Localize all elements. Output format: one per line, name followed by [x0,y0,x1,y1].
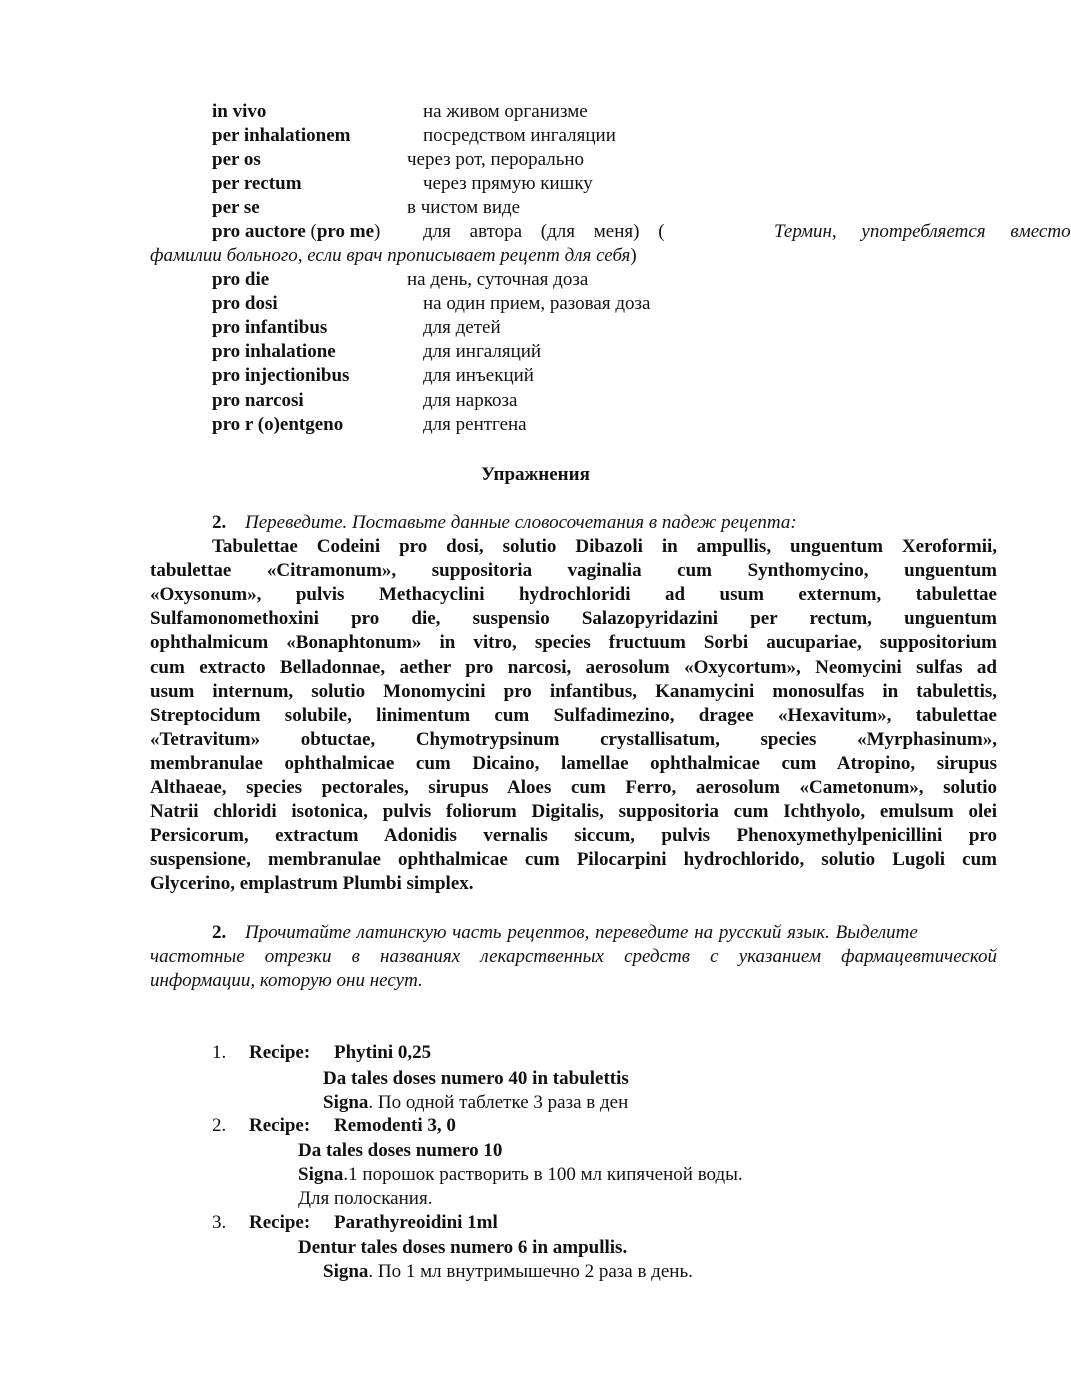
exercise-1-line: tabulettae «Citramonum», suppositoria vaginalia cum Synthomycino, unguentum [150,560,997,582]
exercise-2-instruction [212,921,918,945]
term-meaning: для автора (для меня) ( [423,221,665,242]
signa-text: .1 порошок растворить в 100 мл кипяченой воды. [343,1164,743,1185]
exercise-number: 2. [212,922,227,943]
exercise-1-line: «Oxysonum», pulvis Methacyclini hydrochloridi ad usum externum, tabulettae [150,584,997,606]
term-note-line2: фамилии больного, если врач прописывает рецепт для себя [150,245,631,266]
recipe-3-header [0,1211,1071,1235]
exercise-instruction-line: частотные отрезки в названиях лекарственных средств с указанием фармацевтической [150,946,997,967]
term-row [212,389,997,413]
term-meaning: для инъекций [423,365,534,386]
exercise-1-line: usum internum, solutio Monomycini pro infantibus, Kanamycini monosulfas in tabulettis, [150,680,997,702]
exercise-1-line: Streptocidum solubile, linimentum cum Sulfadimezino, dragee «Hexavitum», tabulettae [150,704,997,726]
term-row [212,148,997,172]
term-row [212,364,997,388]
term-meaning: для рентгена [423,414,527,435]
recipe-1-header [0,1041,1071,1065]
term-meaning: посредством ингаляции [423,125,616,146]
recipe-3-signa [323,1260,693,1284]
term-row-pro-auctore [212,220,1071,244]
term-row [212,196,997,220]
recipe-2-signa [298,1163,743,1187]
exercise-1-last-line: Glycerino, emplastrum Plumbi simplex. [150,873,474,895]
term-latin: pro inhalatione [212,341,336,362]
term-meaning: на один прием, разовая доза [423,293,651,314]
recipe-1-line2: Da tales doses numero 40 in tabulettis [323,1068,629,1089]
term-latin: pro r (o)entgeno [212,414,344,435]
term-row [212,292,997,316]
exercise-1-line: cum extracto Belladonnae, aether pro narcosi, aerosolum «Oxycortum», Neomycini sulfas ad [150,656,997,678]
recipe-drug: Phytini 0,25 [334,1042,432,1063]
term-row [212,340,997,364]
term-meaning: через рот, перорально [407,149,585,170]
exercise-1-line: Sulfamonomethoxini pro die, suspensio Salazopyridazini per rectum, unguentum [150,608,997,630]
recipe-number: 1. [212,1042,227,1063]
term-meaning: для детей [423,317,501,338]
term-latin: pro injectionibus [212,365,350,386]
term-latin: in vivo [212,101,267,122]
recipe-3-line2: Dentur tales doses numero 6 in ampullis. [298,1237,628,1258]
term-row [212,316,997,340]
exercise-1-line: Natrii chloridi isotonica, pulvis foliorum Digitalis, suppositoria cum Ichthyolo, emulsum olei [150,801,997,823]
term-meaning: для ингаляций [423,341,542,362]
exercise-instruction: Переведите. Поставьте данные словосочетания в падеж рецепта: [245,512,797,533]
exercise-number: 2. [212,512,227,533]
recipe-number: 3. [212,1212,227,1233]
term-row [212,124,997,148]
exercise-instruction-line: Прочитайте латинскую часть рецептов, переведите на русский язык. Выделите [245,922,918,943]
term-row [212,172,997,196]
recipe-2-line4: Для полоскания. [298,1188,433,1209]
term-meaning: для наркоза [423,390,518,411]
signa-text: . По 1 мл внутримышечно 2 раза в день. [368,1261,693,1282]
term-row [212,100,997,124]
recipe-label: Recipe: [249,1042,311,1063]
recipe-number: 2. [212,1115,227,1136]
paren-close: ) [374,221,381,242]
section-heading: Упражнения [481,464,590,485]
exercise-1-line: Althaeae, species pectorales, sirupus Aloes cum Ferro, aerosolum «Cametonum», solutio [150,777,997,798]
term-latin [212,220,380,244]
term-latin-b: pro me [316,221,375,242]
recipe-label: Recipe: [249,1212,311,1233]
recipe-label: Recipe: [249,1115,311,1136]
exercise-1-line: «Tetravitum» obtuctae, Chymotrypsinum crystallisatum, species «Myrphasinum», [150,728,997,750]
term-latin: per se [212,197,260,218]
term-meaning: в чистом виде [407,197,521,218]
exercise-1-line: Tabulettae Codeini pro dosi, solutio Dibazoli in ampullis, unguentum Xeroformii, [212,536,997,557]
paren-open: ( [305,221,317,242]
term-latin-a: pro auctore [212,221,306,242]
term-meaning: через прямую кишку [423,173,593,194]
term-note-continuation [150,244,637,268]
term-latin: per inhalationem [212,125,351,146]
recipe-drug: Parathyreoidini 1ml [334,1212,498,1233]
recipe-drug: Remodenti 3, 0 [334,1115,456,1136]
exercise-1-instruction [212,511,797,535]
paren-close: ) [630,245,637,266]
term-latin: per os [212,149,261,170]
signa-label: Signa [323,1261,369,1282]
term-latin: per rectum [212,173,302,194]
term-note: Термин, употребляется вместо [774,221,1071,242]
signa-text: . По одной таблетке 3 раза в ден [368,1092,629,1113]
recipe-1-signa [323,1091,628,1115]
exercise-1-line: membranulae ophthalmicae cum Dicaino, lamellae ophthalmicae cum Atropino, sirupus [150,752,997,774]
exercise-1-line: Persicorum, extractum Adonidis vernalis siccum, pulvis Phenoxymethylpenicillini pro [150,825,997,847]
exercise-1-line: suspensione, membranulae ophthalmicae cum Pilocarpini hydrochlorido, solutio Lugoli cum [150,849,997,871]
exercise-instruction-line: информации, которую они несут. [150,970,423,991]
signa-label: Signa [298,1164,344,1185]
signa-label: Signa [323,1092,369,1113]
recipe-2-line2: Da tales doses numero 10 [298,1140,503,1161]
term-latin: pro die [212,269,270,290]
term-latin: pro narcosi [212,390,304,411]
exercise-1-line: ophthalmicum «Bonaphtonum» in vitro, species fructuum Sorbi aucupariae, suppositorium [150,632,997,654]
term-meaning: на живом организме [423,101,588,122]
term-latin: pro infantibus [212,317,328,338]
term-latin: pro dosi [212,293,278,314]
term-meaning: на день, суточная доза [407,269,589,290]
recipe-2-header [0,1114,1071,1138]
term-row [212,268,997,292]
term-row [212,413,997,437]
